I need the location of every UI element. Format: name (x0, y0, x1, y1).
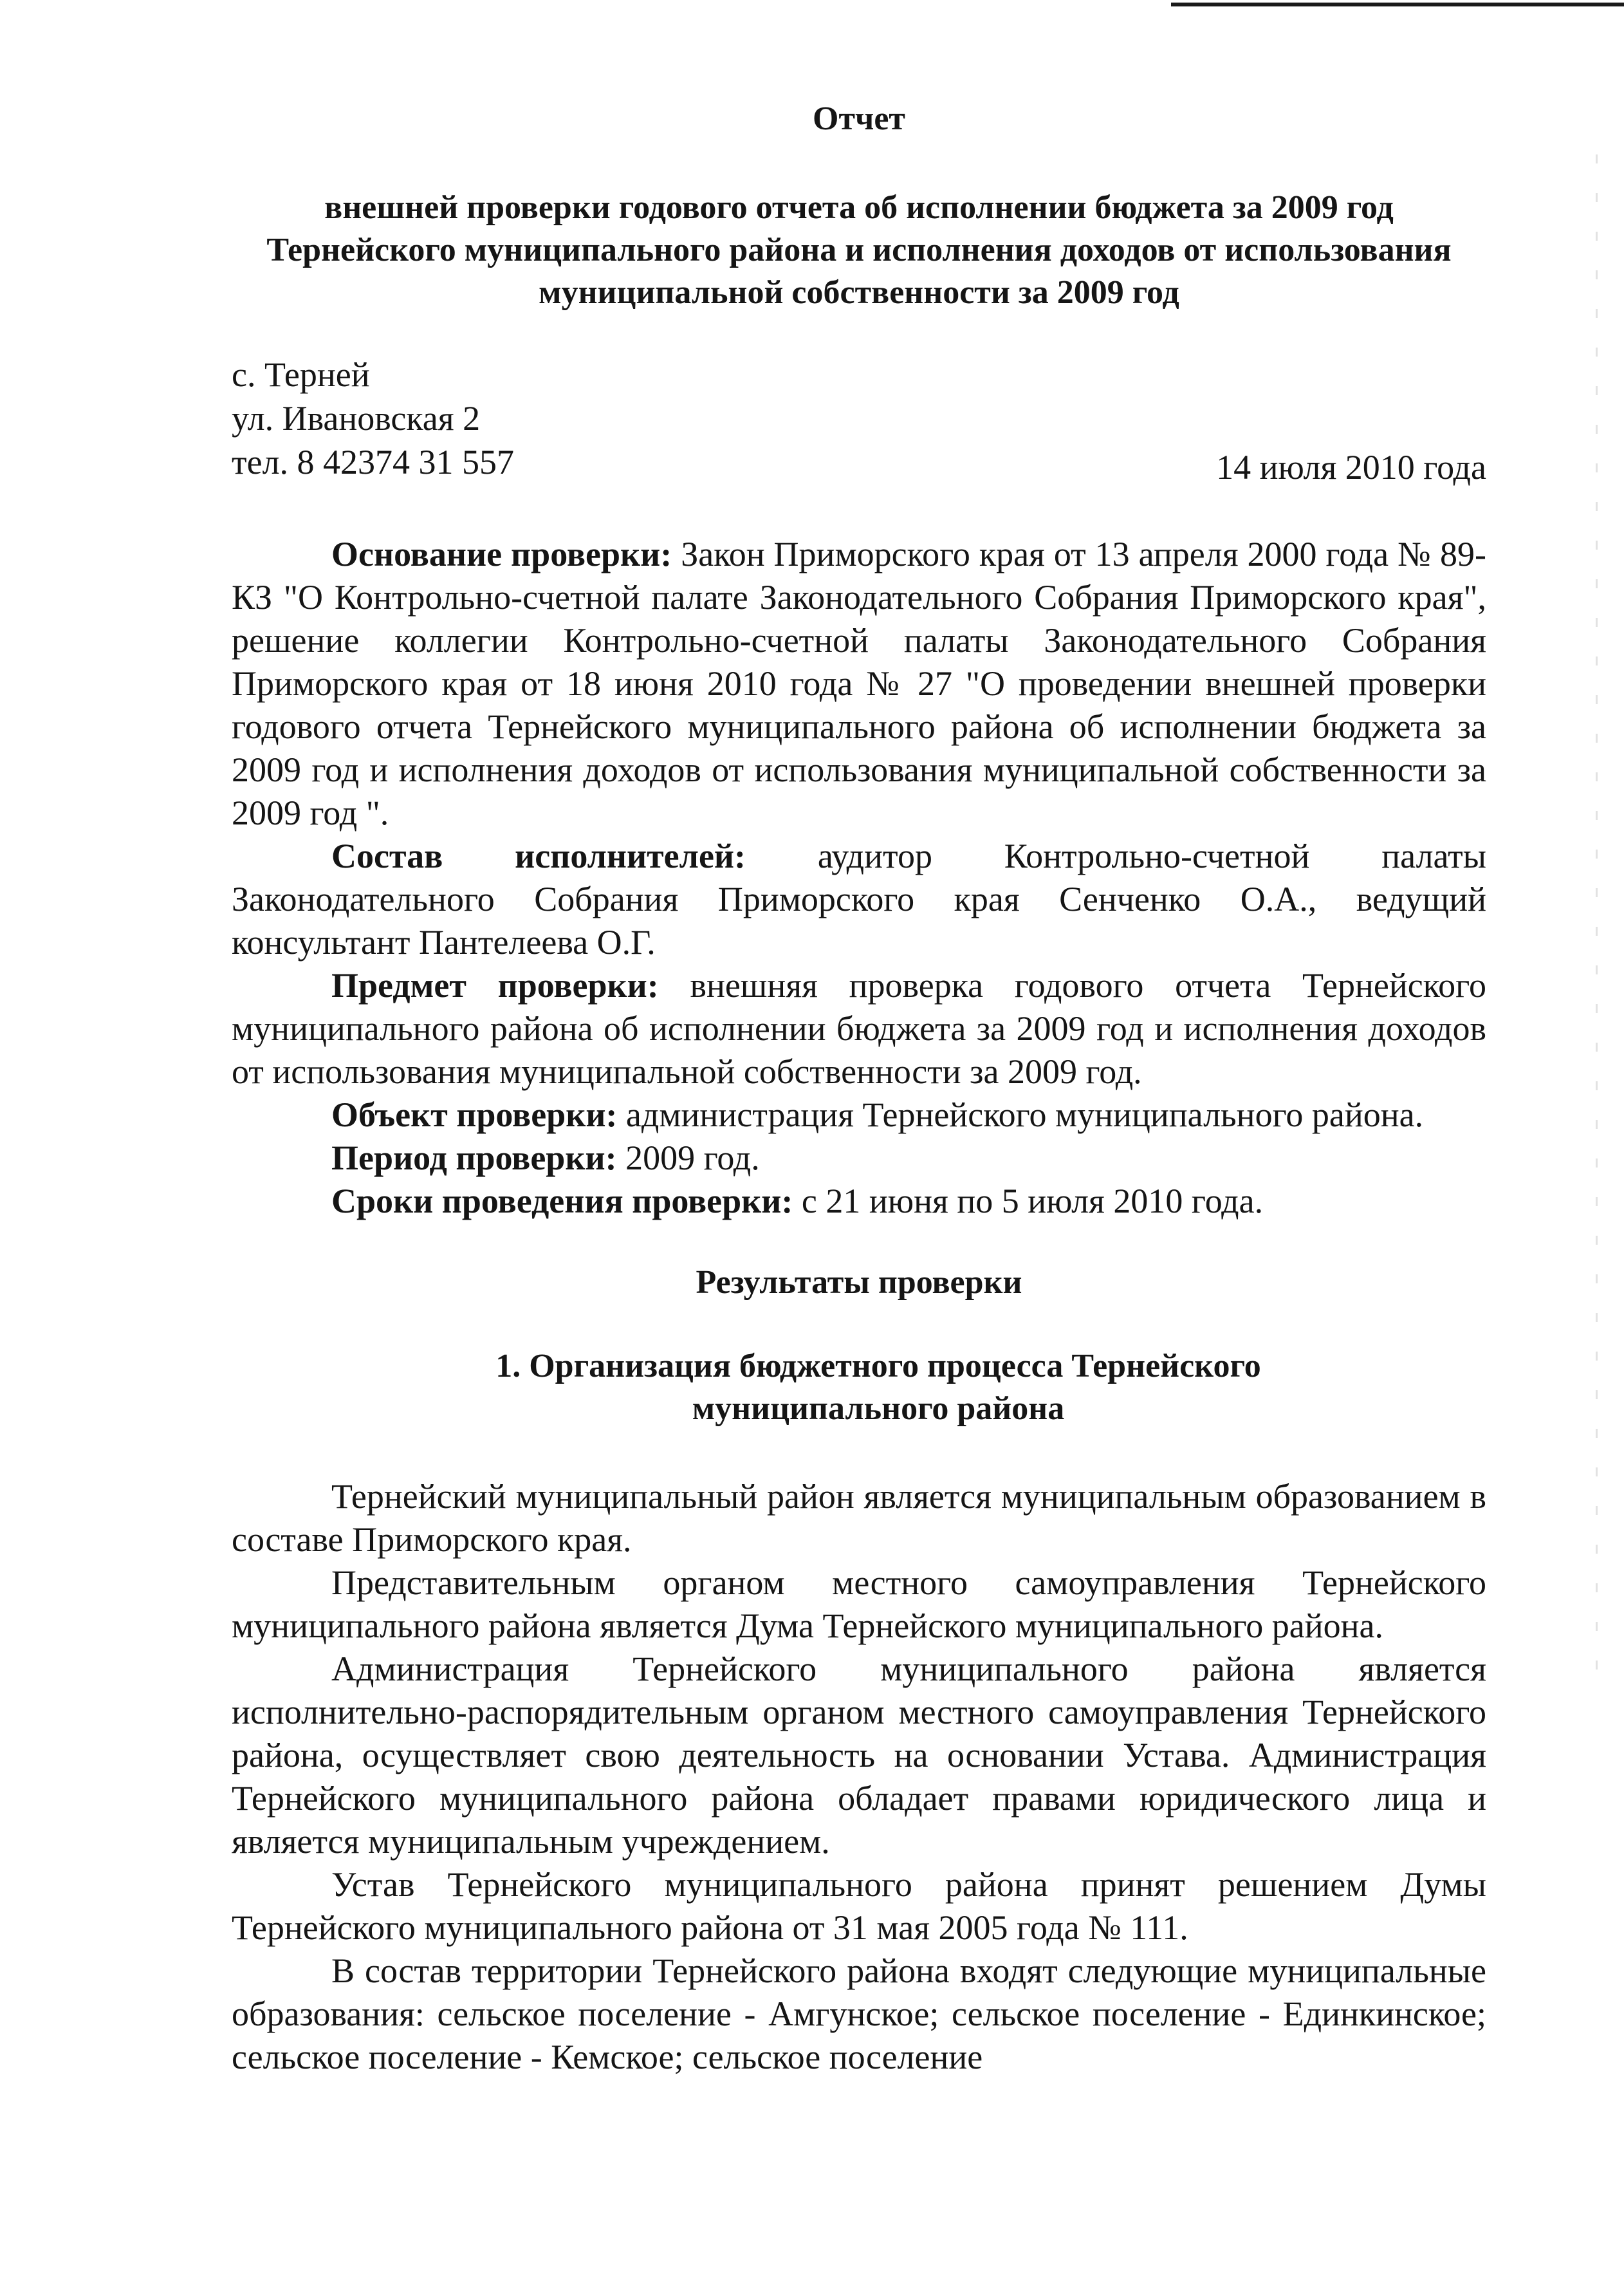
period-paragraph (232, 1137, 1486, 1180)
paragraph-3: Администрация Тернейского муниципального района является исполнительно-распорядительным органом местного самоуправления Тернейского района, осуществляет свою деятельность на основании Устава. Администрация Тернейского муниципального района обладает правами юридического лица и является муниципальным учреждением. (232, 1650, 1486, 1861)
results-heading: Результаты проверки (696, 1264, 1022, 1301)
address-village: с. Терней (232, 355, 370, 394)
period-text: 2009 год. (616, 1139, 760, 1177)
report-date: 14 июля 2010 года (1216, 448, 1486, 487)
subject-label: Предмет проверки: (331, 966, 659, 1005)
paragraph-5: В состав территории Тернейского района входят следующие муниципальные образования: сельское поселение - Амгунское; сельское поселение - Единкинское; сельское поселение - Кемское; сельское поселение (232, 1951, 1486, 2076)
paragraph-1: Тернейский муниципальный район является муниципальным образованием в составе Приморского края. (232, 1477, 1486, 1559)
subject-paragraph (232, 964, 1486, 1093)
timeline-paragraph (232, 1180, 1486, 1223)
document-page (232, 97, 1486, 2079)
report-body (232, 533, 1486, 2079)
basis-label: Основание проверки: (331, 535, 672, 573)
executors-label: Состав исполнителей: (331, 837, 746, 875)
document-title: Отчет (813, 100, 905, 137)
timeline-label: Сроки проведения проверки: (331, 1182, 793, 1220)
scan-edge-marks (1596, 154, 1598, 1699)
basis-text: Закон Приморского края от 13 апреля 2000 года № 89-КЗ "О Контрольно-счетной палате Законодательного Собрания Приморского края", решение коллегии Контрольно-счетной палаты Законодательного Собрания Приморского края от 18 июня 2010 года № 27 "О проведении внешней проверки годового отчета Тернейского муниципального района об исполнении бюджета за 2009 год и исполнения доходов от использования муниципальной собственности за 2009 год ". (232, 535, 1486, 832)
executors-text: аудитор Контрольно-счетной палаты Законодательного Собрания Приморского края Сенченко О.А., ведущий консультант Пантелеева О.Г. (232, 837, 1486, 962)
paragraph-4: Устав Тернейского муниципального района принят решением Думы Тернейского муниципального района от 31 мая 2005 года № 111. (232, 1865, 1486, 1947)
section-1-heading: 1. Организация бюджетного процесса Тернейского муниципального района (495, 1348, 1261, 1427)
period-label: Период проверки: (331, 1139, 617, 1177)
object-text: администрация Тернейского муниципального района. (617, 1095, 1424, 1134)
object-label: Объект проверки: (331, 1095, 618, 1134)
document-subtitle: внешней проверки годового отчета об исполнении бюджета за 2009 год Тернейского муниципального района и исполнения доходов от использования муниципальной собственности за 2009 год (266, 189, 1452, 311)
timeline-text: с 21 июня по 5 июля 2010 года. (793, 1182, 1264, 1220)
scan-edge-line (1171, 3, 1624, 6)
executors-paragraph (232, 835, 1486, 964)
basis-paragraph (232, 533, 1486, 835)
paragraph-2: Представительным органом местного самоуправления Тернейского муниципального района является Дума Тернейского муниципального района. (232, 1563, 1486, 1645)
address-phone: тел. 8 42374 31 557 (232, 443, 515, 481)
address-street: ул. Ивановская 2 (232, 399, 481, 438)
object-paragraph (232, 1093, 1486, 1137)
subject-text: внешняя проверка годового отчета Тернейского муниципального района об исполнении бюджета за 2009 год и исполнения доходов от использования муниципальной собственности за 2009 год. (232, 966, 1486, 1091)
address-block (232, 353, 1486, 487)
